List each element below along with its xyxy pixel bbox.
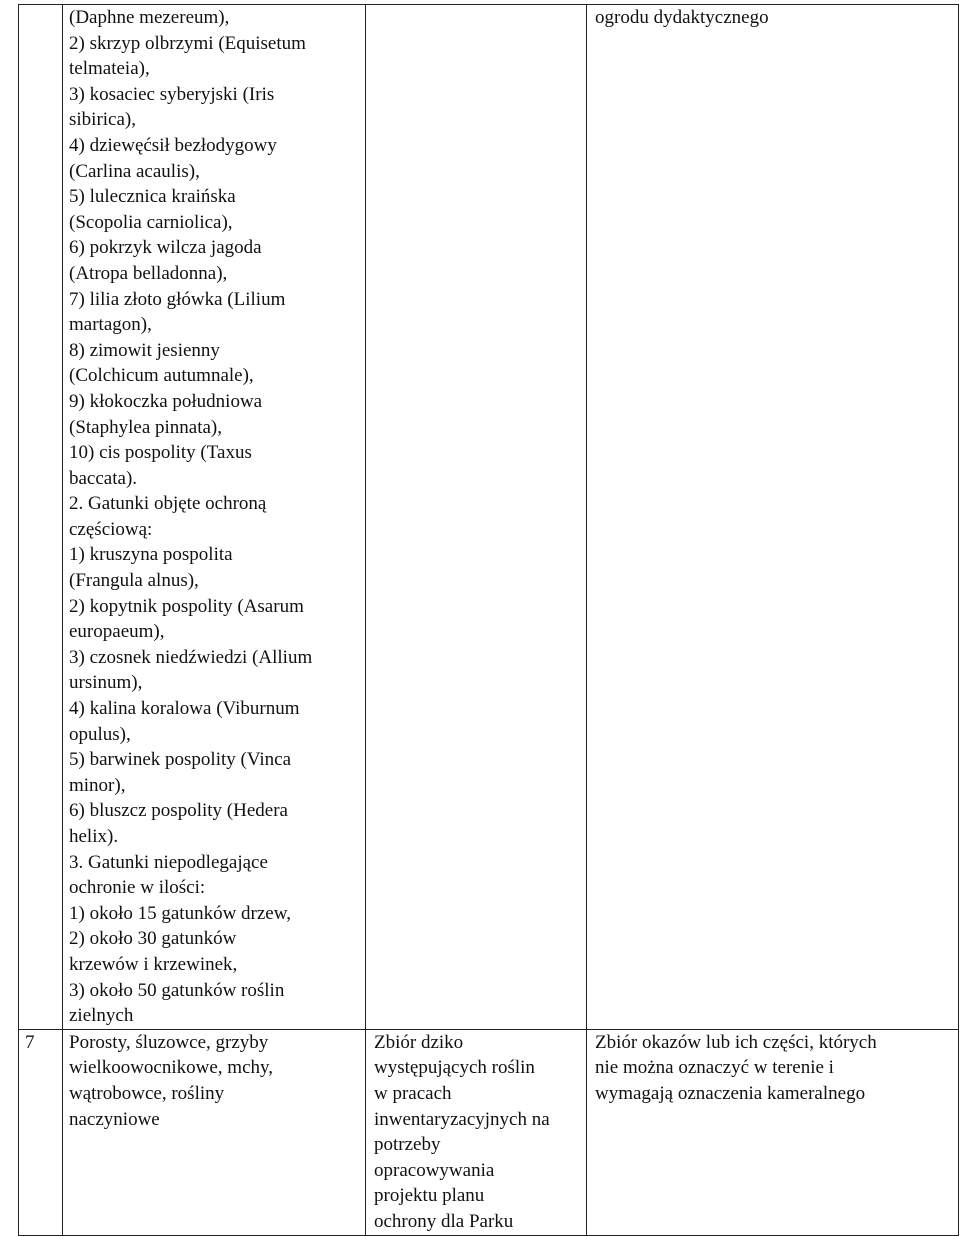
text-line: europaeum), bbox=[69, 621, 165, 643]
text-line: 9) kłokoczka południowa bbox=[69, 390, 263, 412]
section-heading: ochronie w ilości: bbox=[69, 877, 206, 899]
text-line: 2) około 30 gatunków bbox=[69, 928, 237, 950]
species-list-cell bbox=[63, 5, 366, 1030]
document-table bbox=[18, 4, 959, 1236]
text-line: zielnych bbox=[69, 1005, 134, 1027]
text-line: 1) około 15 gatunków drzew, bbox=[69, 902, 291, 924]
text-line: (Colchicum autumnale), bbox=[69, 365, 254, 387]
text-line: 6) pokrzyk wilcza jagoda bbox=[69, 237, 262, 259]
text-line: 3) kosaciec syberyjski (Iris bbox=[69, 83, 275, 105]
text-line: (Staphylea pinnata), bbox=[69, 416, 223, 438]
text-line: ursinum), bbox=[69, 672, 143, 694]
text-line: (Scopolia carniolica), bbox=[69, 211, 233, 233]
text-line: potrzeby bbox=[374, 1134, 441, 1156]
text-line: (Daphne mezereum), bbox=[69, 7, 230, 28]
justification-cell bbox=[587, 5, 959, 1030]
text-line: helix). bbox=[69, 826, 119, 847]
text-line: martagon), bbox=[69, 314, 152, 336]
table-row bbox=[19, 1029, 959, 1235]
text-line: ochrony dla Parku bbox=[374, 1210, 514, 1232]
text-line: (Frangula alnus), bbox=[69, 570, 199, 592]
text-line: 3) około 50 gatunków roślin bbox=[69, 979, 285, 1001]
purpose-cell bbox=[366, 1029, 587, 1235]
text-line: projektu planu bbox=[374, 1185, 485, 1207]
row-number-cell bbox=[19, 1029, 63, 1235]
text-line: wymagają oznaczenia kameralnego bbox=[595, 1082, 866, 1104]
justification-cell bbox=[587, 1029, 959, 1235]
text-line: krzewów i krzewinek, bbox=[69, 953, 238, 975]
text-line: Zbiór dziko bbox=[374, 1031, 464, 1053]
text-line: baccata). bbox=[69, 467, 138, 489]
text-line: 5) lulecznica kraińska bbox=[69, 186, 236, 208]
text-line: (Atropa belladonna), bbox=[69, 262, 228, 284]
text-line: minor), bbox=[69, 774, 126, 796]
text-line: 7) lilia złoto główka (Lilium bbox=[69, 288, 286, 310]
purpose-cell bbox=[366, 5, 587, 1030]
text-line: 8) zimowit jesienny bbox=[69, 339, 220, 361]
text-line: występujących roślin bbox=[374, 1057, 535, 1079]
species-list-cell bbox=[63, 1029, 366, 1235]
text-line: naczyniowe bbox=[69, 1108, 160, 1130]
table-row bbox=[19, 5, 959, 1030]
section-heading: 2. Gatunki objęte ochroną bbox=[69, 493, 267, 515]
text-line: 5) barwinek pospolity (Vinca bbox=[69, 749, 292, 771]
text-line: 1) kruszyna pospolita bbox=[69, 544, 233, 566]
text-line: (Carlina acaulis), bbox=[69, 160, 200, 182]
text-line: opracowywania bbox=[374, 1159, 495, 1181]
text-line: w pracach bbox=[374, 1082, 452, 1104]
text-line: opulus), bbox=[69, 723, 131, 745]
section-heading: częściową: bbox=[69, 518, 153, 540]
text-line: 4) dziewęćsił bezłodygowy bbox=[69, 134, 277, 156]
text-line: wątrobowce, rośliny bbox=[69, 1082, 225, 1104]
text-line: 3) czosnek niedźwiedzi (Allium bbox=[69, 646, 313, 668]
text-line: Porosty, śluzowce, grzyby bbox=[69, 1031, 269, 1053]
text-line: inwentaryzacyjnych na bbox=[374, 1108, 550, 1130]
section-heading: 3. Gatunki niepodlegające bbox=[69, 851, 268, 873]
row-number-cell bbox=[19, 5, 63, 1030]
text-line: wielkoowocnikowe, mchy, bbox=[69, 1057, 274, 1079]
text-line: sibirica), bbox=[69, 109, 137, 131]
text-line: 10) cis pospolity (Taxus bbox=[69, 442, 252, 464]
text-line: 2) skrzyp olbrzymi (Equisetum bbox=[69, 32, 306, 54]
text-line: 2) kopytnik pospolity (Asarum bbox=[69, 595, 304, 617]
text-line: nie można oznaczyć w terenie i bbox=[595, 1057, 834, 1079]
row-number: 7 bbox=[25, 1031, 35, 1053]
text-line: 6) bluszcz pospolity (Hedera bbox=[69, 800, 288, 822]
text-line: ogrodu dydaktycznego bbox=[595, 7, 769, 28]
text-line: Zbiór okazów lub ich części, których bbox=[595, 1031, 877, 1053]
text-line: 4) kalina koralowa (Viburnum bbox=[69, 698, 300, 720]
text-line: telmateia), bbox=[69, 58, 150, 80]
